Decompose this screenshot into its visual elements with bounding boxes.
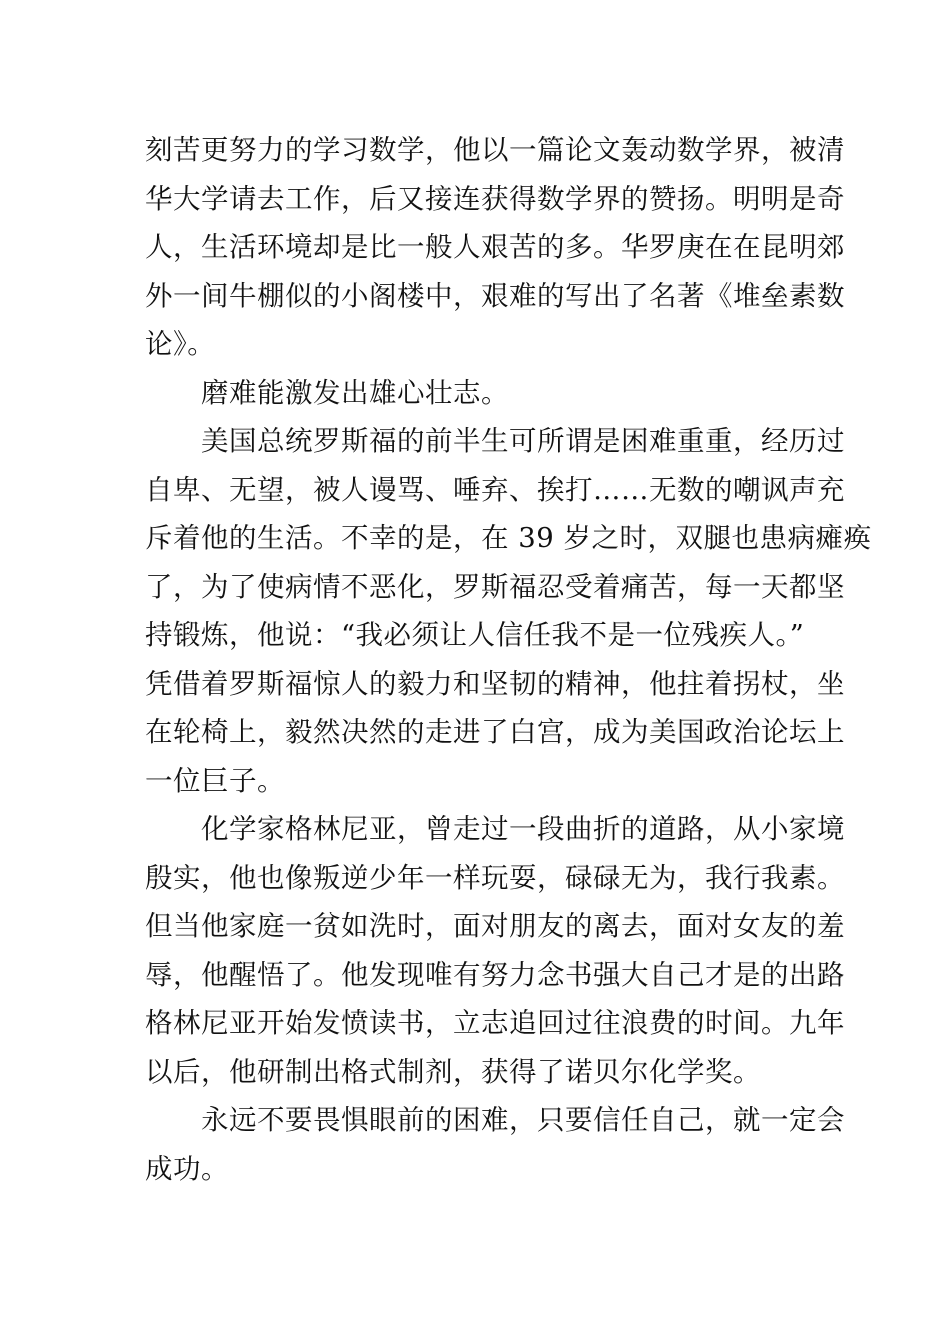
text-line: 磨难能激发出雄心壮志。	[201, 376, 509, 409]
text-line: 凭借着罗斯福惊人的毅力和坚韧的精神，他拄着拐杖，坐	[145, 667, 845, 700]
paragraph-hualuogeng	[145, 126, 845, 369]
text-line: 美国总统罗斯福的前半生可所谓是困难重重，经历过	[201, 425, 845, 457]
text-line: 成功。	[145, 1152, 229, 1185]
text-line: 刻苦更努力的学习数学，他以一篇论文轰动数学界，被清	[145, 134, 845, 166]
text-line: 外一间牛棚似的小阁楼中，艰难的写出了名著《堆垒素数	[145, 279, 845, 312]
paragraph-roosevelt	[145, 417, 872, 805]
text-line: 在轮椅上，毅然决然的走进了白宫，成为美国政治论坛上	[145, 716, 845, 748]
text-line: 殷实，他也像叛逆少年一样玩耍，碌碌无为，我行我素。	[145, 861, 845, 894]
paragraph-grignard	[145, 805, 845, 1096]
text-line: 持锻炼，他说：“我必须让人信任我不是一位残疾人。”	[145, 619, 805, 651]
text-line: 自卑、无望，被人谩骂、唾弃、挨打……无数的嘲讽声充	[145, 473, 845, 506]
text-line: 以后，他研制出格式制剂，获得了诺贝尔化学奖。	[145, 1055, 761, 1088]
text-line: 人，生活环境却是比一般人艰苦的多。华罗庚在在昆明郊	[145, 231, 845, 263]
text-line: 但当他家庭一贫如洗时，面对朋友的离去，面对女友的羞	[145, 910, 845, 942]
text-line: 了，为了使病情不恶化，罗斯福忍受着痛苦，每一天都坚	[145, 570, 845, 603]
text-line: 一位巨子。	[145, 764, 285, 797]
paragraph-thesis	[145, 369, 809, 418]
text-line: 格林尼亚开始发愤读书，立志追回过往浪费的时间。九年	[145, 1007, 845, 1039]
text-line: 斥着他的生活。不幸的是，在 39 岁之时，双腿也患病瘫痪	[145, 522, 872, 554]
paragraph-conclusion	[145, 1096, 845, 1193]
text-line: 化学家格林尼亚，曾走过一段曲折的道路，从小家境	[201, 813, 845, 845]
text-line: 辱，他醒悟了。他发现唯有努力念书强大自己才是的出路	[145, 958, 845, 991]
text-line: 永远不要畏惧眼前的困难，只要信任自己，就一定会	[201, 1104, 845, 1136]
document-body	[145, 126, 872, 1193]
text-line: 华大学请去工作，后又接连获得数学界的赞扬。明明是奇	[145, 182, 845, 215]
text-line: 论》。	[145, 328, 216, 360]
